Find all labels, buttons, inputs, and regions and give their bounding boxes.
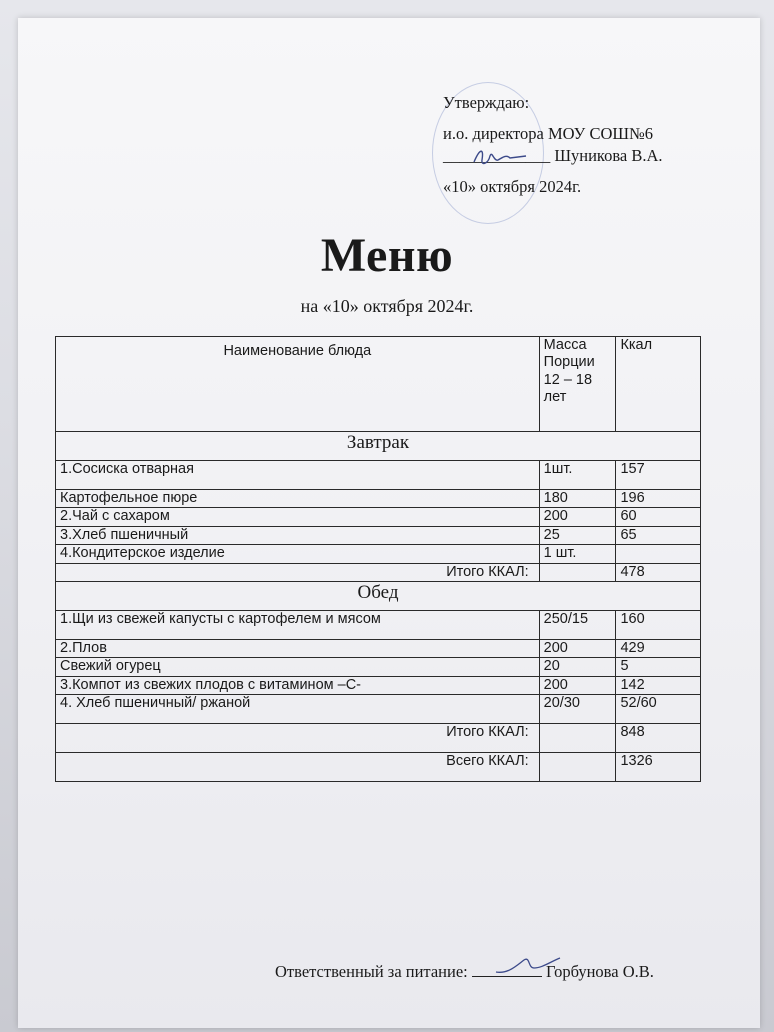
total-value: 478 <box>616 563 701 581</box>
table-row <box>56 639 701 657</box>
dish-kcal: 160 <box>616 610 701 639</box>
table-row <box>56 695 701 724</box>
dish-name: Картофельное пюре <box>56 490 540 508</box>
dish-kcal: 60 <box>616 508 701 526</box>
dish-kcal: 65 <box>616 526 701 544</box>
dish-kcal: 52/60 <box>616 695 701 724</box>
table-row <box>56 658 701 676</box>
dish-mass: 180 <box>539 490 616 508</box>
grand-total-mass-empty <box>539 753 616 782</box>
menu-table <box>55 336 701 782</box>
table-row <box>56 490 701 508</box>
total-mass-empty <box>539 724 616 753</box>
dish-kcal: 429 <box>616 639 701 657</box>
dish-name: 1.Щи из свежей капусты с картофелем и мясом <box>56 610 540 639</box>
total-mass-empty <box>539 563 616 581</box>
section-title-breakfast: Завтрак <box>56 432 701 461</box>
dish-name: 3.Хлеб пшеничный <box>56 526 540 544</box>
table-row <box>56 545 701 563</box>
total-row-lunch <box>56 724 701 753</box>
total-label: Итого ККАЛ: <box>56 724 540 753</box>
total-value: 848 <box>616 724 701 753</box>
table-row <box>56 676 701 694</box>
dish-kcal: 157 <box>616 461 701 490</box>
dish-mass: 20/30 <box>539 695 616 724</box>
dish-name: 3.Компот из свежих плодов с витамином –С- <box>56 676 540 694</box>
dish-kcal: 196 <box>616 490 701 508</box>
header-portion-mass: Масса Порции 12 – 18 лет <box>539 337 616 432</box>
section-row-breakfast <box>56 432 701 461</box>
dish-kcal: 142 <box>616 676 701 694</box>
footer-responsible <box>275 962 654 982</box>
table-header-row <box>56 337 701 432</box>
total-label: Итого ККАЛ: <box>56 563 540 581</box>
footer-label: Ответственный за питание: <box>275 962 468 981</box>
grand-total-label: Всего ККАЛ: <box>56 753 540 782</box>
dish-name: 2.Плов <box>56 639 540 657</box>
grand-total-row <box>56 753 701 782</box>
table-row <box>56 526 701 544</box>
header-kcal: Ккал <box>616 337 701 432</box>
header-dish-name: Наименование блюда <box>56 337 540 432</box>
section-title-lunch: Обед <box>56 581 701 610</box>
dish-name: Свежий огурец <box>56 658 540 676</box>
responsible-signature <box>494 952 564 978</box>
table-row <box>56 610 701 639</box>
dish-kcal: 5 <box>616 658 701 676</box>
approval-date: «10» октября 2024г. <box>443 177 582 197</box>
footer-name: Горбунова О.В. <box>546 962 654 981</box>
table-row <box>56 461 701 490</box>
total-row-breakfast <box>56 563 701 581</box>
grand-total-value: 1326 <box>616 753 701 782</box>
dish-name: 1.Сосиска отварная <box>56 461 540 490</box>
dish-kcal <box>616 545 701 563</box>
dish-mass: 25 <box>539 526 616 544</box>
dish-mass: 1шт. <box>539 461 616 490</box>
dish-mass: 200 <box>539 676 616 694</box>
approval-signatory: _____________ Шуникова В.А. <box>443 145 663 165</box>
dish-mass: 200 <box>539 639 616 657</box>
dish-name: 4. Хлеб пшеничный/ ржаной <box>56 695 540 724</box>
dish-mass: 200 <box>539 508 616 526</box>
table-row <box>56 508 701 526</box>
approval-position: и.о. директора МОУ СОШ№6 <box>443 124 654 144</box>
dish-mass: 250/15 <box>539 610 616 639</box>
section-row-lunch <box>56 581 701 610</box>
director-signature <box>470 144 530 172</box>
dish-name: 4.Кондитерское изделие <box>56 545 540 563</box>
page-title: Меню <box>320 229 454 282</box>
dish-mass: 20 <box>539 658 616 676</box>
dish-name: 2.Чай с сахаром <box>56 508 540 526</box>
page-subtitle: на «10» октября 2024г. <box>300 296 474 316</box>
approval-heading: Утверждаю: <box>443 93 530 112</box>
dish-mass: 1 шт. <box>539 545 616 563</box>
